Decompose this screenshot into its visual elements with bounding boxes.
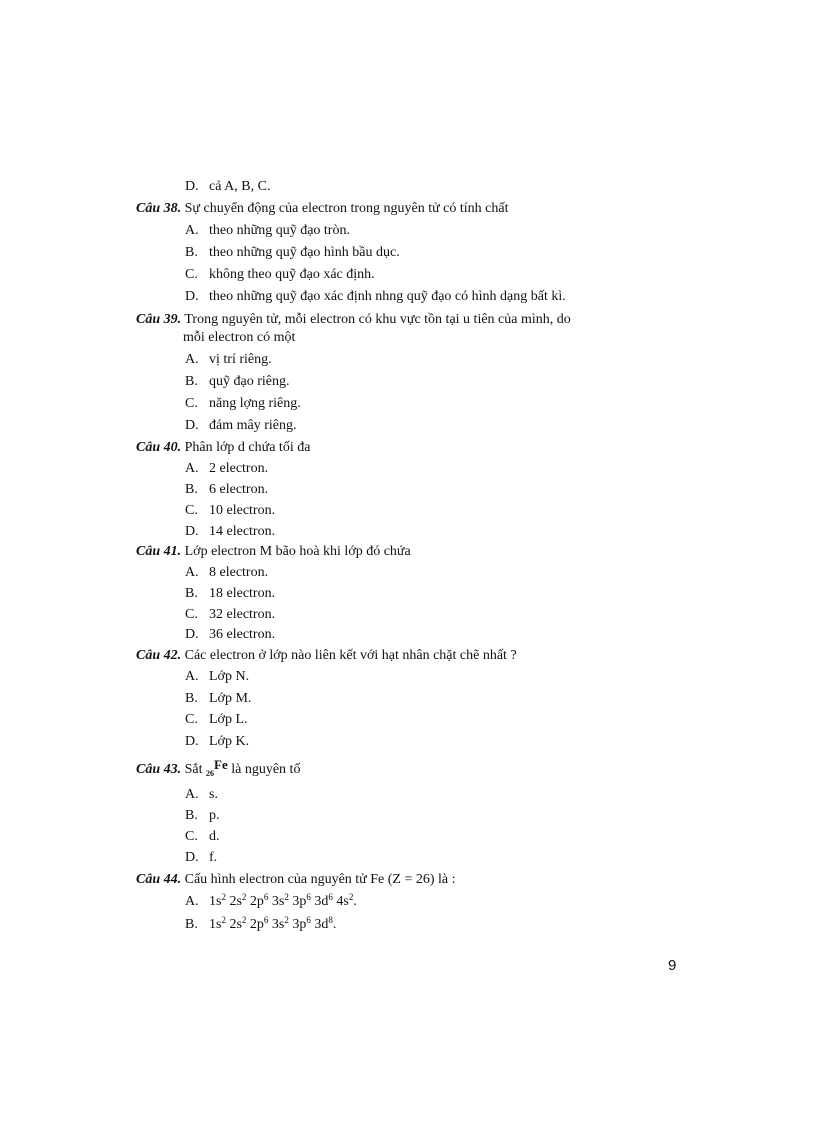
q41-option-d [185, 626, 275, 644]
q42-option-b [185, 690, 251, 708]
q43-option-d [185, 849, 217, 867]
option-key: B. [185, 917, 198, 932]
question-text: Lớp electron M bão hoà khi lớp đó chứa [184, 544, 411, 559]
option-key: C. [185, 607, 198, 622]
option-key: B. [185, 586, 198, 601]
question-text: Phân lớp d chứa tối đa [184, 440, 311, 455]
q43-option-a [185, 786, 218, 804]
option-key: A. [185, 894, 199, 909]
q42-question [136, 647, 517, 665]
question-text-after: là nguyên tố [231, 762, 301, 777]
option-formula: $1s^2$ $2s^2$ $2p^6$ $3s^2$ $3p^6$ $3d^6$ $4s^2$. [209, 892, 357, 909]
option-key: D. [185, 179, 199, 194]
option-text: không theo quỹ đạo xác định. [209, 267, 375, 282]
option-key: A. [185, 461, 199, 476]
question-text: Trong nguyên tử, mỗi electron có khu vực tồn tại u tiên của mình, do [184, 312, 571, 327]
option-key: B. [185, 374, 198, 389]
option-key: C. [185, 712, 198, 727]
question-label: Câu 41. [136, 544, 182, 559]
q40-option-a [185, 460, 268, 478]
q41-option-b [185, 585, 275, 603]
option-key: C. [185, 503, 198, 518]
q44-question [136, 871, 456, 889]
option-text: 8 electron. [209, 565, 269, 580]
option-text: Lớp M. [209, 691, 252, 706]
option-key: B. [185, 808, 198, 823]
q44-option-a [185, 893, 357, 911]
element-symbol: Fe [214, 757, 228, 772]
question-text: Cấu hình electron của nguyên tử Fe (Z = 26) là : [184, 872, 456, 887]
option-key: A. [185, 352, 199, 367]
q43-option-b [185, 807, 220, 825]
option-text: s. [209, 787, 218, 802]
q39-question [136, 311, 571, 329]
option-text: 18 electron. [209, 586, 276, 601]
question-label: Câu 39. [136, 312, 182, 327]
q39-option-a [185, 351, 272, 369]
q44-option-b [185, 916, 336, 934]
question-text: mỗi electron có một [183, 330, 296, 345]
option-key: C. [185, 267, 198, 282]
question-text: Các electron ở lớp nào liên kết với hạt nhân chặt chẽ nhất ? [184, 648, 517, 663]
question-text: Sự chuyển động của electron trong nguyên tử có tính chất [184, 201, 509, 216]
q42-option-c [185, 711, 248, 729]
option-key: A. [185, 787, 199, 802]
option-key: D. [185, 627, 199, 642]
option-text: quỹ đạo riêng. [209, 374, 290, 389]
option-key: D. [185, 524, 199, 539]
option-text: Lớp K. [209, 734, 250, 749]
q40-question [136, 439, 310, 457]
option-text: đám mây riêng. [209, 418, 297, 433]
option-formula: $1s^2$ $2s^2$ $2p^6$ $3s^2$ $3p^6$ $3d^8$. [209, 915, 337, 932]
option-text: cả A, B, C. [209, 179, 271, 194]
question-label: Câu 42. [136, 648, 182, 663]
option-text: Lớp N. [209, 669, 250, 684]
q38-option-a [185, 222, 350, 240]
option-key: D. [185, 418, 199, 433]
q40-option-b [185, 481, 268, 499]
option-text: vị trí riêng. [209, 352, 272, 367]
q43-option-c [185, 828, 220, 846]
option-text: 2 electron. [209, 461, 269, 476]
option-key: D. [185, 289, 199, 304]
q38-option-b [185, 244, 400, 262]
option-key: B. [185, 245, 198, 260]
q39-option-c [185, 395, 301, 413]
q38-option-c [185, 266, 375, 284]
option-text: Lớp L. [209, 712, 248, 727]
option-text: 14 electron. [209, 524, 276, 539]
option-text: theo những quỹ đạo xác định nhng quỹ đạo có hình dạng bất kì. [209, 289, 566, 304]
option-key: D. [185, 850, 199, 865]
option-text: năng lợng riêng. [209, 396, 301, 411]
q42-option-d [185, 733, 249, 751]
q40-option-c [185, 502, 275, 520]
question-text-before: Sắt [184, 762, 203, 777]
option-text: f. [209, 850, 218, 865]
option-text: 36 electron. [209, 627, 276, 642]
option-text: theo những quỹ đạo hình bầu dục. [209, 245, 400, 260]
q41-option-a [185, 564, 268, 582]
option-text: 6 electron. [209, 482, 269, 497]
q41-question [136, 543, 411, 561]
option-text: d. [209, 829, 220, 844]
option-key: C. [185, 396, 198, 411]
q40-option-d [185, 523, 275, 541]
option-text: p. [209, 808, 220, 823]
option-key: C. [185, 829, 198, 844]
option-text: 32 electron. [209, 607, 276, 622]
question-label: Câu 43. [136, 762, 182, 777]
q39-option-b [185, 373, 289, 391]
question-label: Câu 38. [136, 201, 182, 216]
page-number: 9 [668, 957, 677, 974]
q37-option-d [185, 178, 270, 196]
q41-option-c [185, 606, 275, 624]
option-text: 10 electron. [209, 503, 276, 518]
question-label: Câu 44. [136, 872, 182, 887]
option-key: A. [185, 669, 199, 684]
option-key: A. [185, 223, 199, 238]
q39-question-continued [183, 329, 295, 347]
option-key: B. [185, 482, 198, 497]
q38-question [136, 200, 509, 218]
q43-question [136, 757, 301, 779]
question-label: Câu 40. [136, 440, 182, 455]
option-key: B. [185, 691, 198, 706]
q39-option-d [185, 417, 296, 435]
option-key: D. [185, 734, 199, 749]
atomic-number: 26 [206, 769, 215, 778]
option-key: A. [185, 565, 199, 580]
q42-option-a [185, 668, 249, 686]
q38-option-d [185, 288, 566, 306]
option-text: theo những quỹ đạo tròn. [209, 223, 350, 238]
